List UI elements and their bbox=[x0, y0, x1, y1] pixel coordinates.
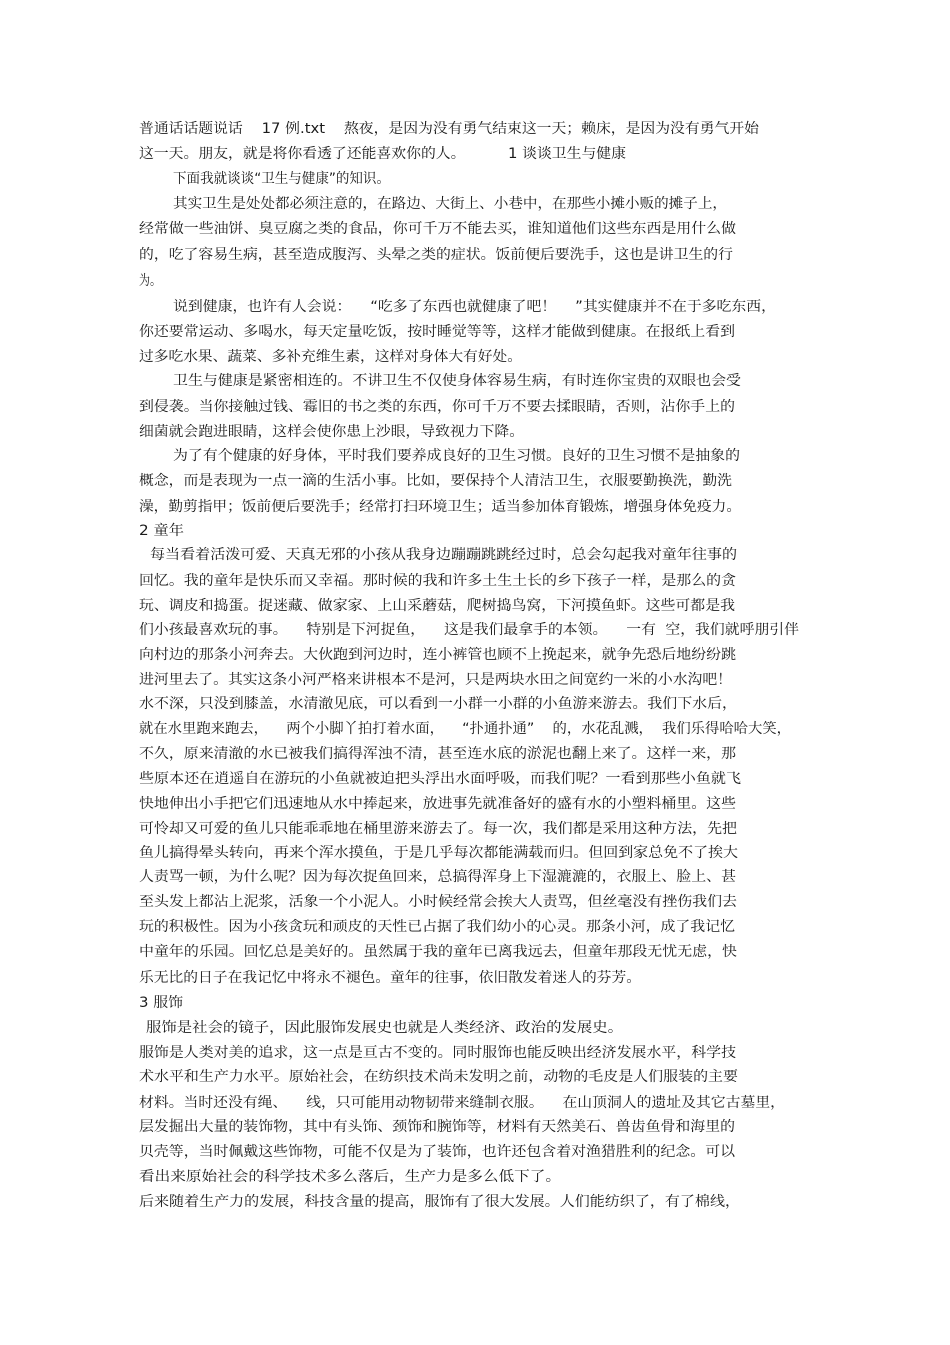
text-line-content: 2 童年 bbox=[139, 523, 184, 539]
text-line-content: 术水平和生产力水平。原始社会，在纺织技术尚未发明之前，动物的毛皮是人们服装的主要 bbox=[139, 1069, 738, 1085]
text-line-content: 可怜却又可爱的鱼儿只能乖乖地在桶里游来游去了。每一次，我们都是采用这种方法，先把 bbox=[139, 821, 737, 837]
text-line-content: 为了有个健康的好身体，平时我们要养成良好的卫生习惯。良好的卫生习惯不是抽象的 bbox=[173, 448, 740, 464]
text-line-content: 每当看着活泼可爱、天真无邪的小孩从我身边蹦蹦跳跳经过时，总会勾起我对童年往事的 bbox=[150, 547, 737, 563]
text-line-content: 你还要常运动、多喝水，每天定量吃饭，按时睡觉等等，这样才能做到健康。在报纸上看到 bbox=[139, 324, 735, 340]
text-line bbox=[139, 323, 735, 341]
text-line bbox=[139, 498, 741, 516]
text-line bbox=[139, 398, 735, 416]
text-line-content: 为。 bbox=[139, 273, 161, 289]
text-line-content: 其实卫生是处处都必须注意的，在路边、大街上、小巷中，在那些小摊小贩的摊子上， bbox=[173, 196, 727, 212]
text-line-content: 经常做一些油饼、臭豆腐之类的食品，你可千万不能去买，谁知道他们这些东西是用什么做 bbox=[139, 221, 736, 237]
text-line bbox=[139, 1094, 785, 1112]
text-line-content: 服饰是人类对美的追求，这一点是亘古不变的。同时服饰也能反映出经济发展水平，科学技 bbox=[139, 1045, 736, 1061]
text-line-content: 至头发上都沾上泥浆，活象一个小泥人。小时候经常会挨大人责骂，但丝毫没有挫伤我们去 bbox=[139, 894, 737, 910]
text-line bbox=[139, 120, 759, 138]
text-line-content: 乐无比的日子在我记忆中将永不褪色。童年的往事，依旧散发着迷人的芬芳。 bbox=[139, 970, 641, 986]
text-line bbox=[139, 795, 736, 813]
text-line bbox=[139, 246, 733, 264]
text-line bbox=[139, 943, 737, 961]
text-line bbox=[139, 522, 184, 540]
text-line bbox=[139, 918, 735, 936]
text-line bbox=[139, 220, 736, 238]
text-line bbox=[146, 1019, 623, 1037]
text-line bbox=[139, 348, 522, 366]
text-line-content: 玩、调皮和捣蛋。捉迷藏、做家家、上山采蘑菇，爬树捣鸟窝，下河摸鱼虾。这些可都是我 bbox=[139, 598, 735, 614]
text-line bbox=[139, 868, 736, 886]
text-line-content: 的，吃了容易生病，甚至造成腹泻、头晕之类的症状。饭前便后要洗手，这也是讲卫生的行 bbox=[139, 247, 733, 263]
text-line bbox=[139, 572, 736, 590]
text-line-content: 细菌就会跑进眼睛，这样会使你患上沙眼，导致视力下降。 bbox=[139, 424, 524, 440]
text-line bbox=[139, 820, 737, 838]
text-line bbox=[139, 423, 524, 441]
text-line-content: 玩的积极性。因为小孩贪玩和顽皮的天性已占据了我们幼小的心灵。那条小河，成了我记忆 bbox=[139, 919, 735, 935]
text-line-content: 人责骂一顿，为什么呢？因为每次捉鱼回来，总搞得浑身上下湿漉漉的，衣服上、脸上、甚 bbox=[139, 869, 736, 885]
text-line bbox=[139, 994, 183, 1012]
text-line bbox=[139, 272, 161, 290]
text-line bbox=[173, 298, 776, 316]
text-line-content: 贝壳等，当时佩戴这些饰物，可能不仅是为了装饰，也许还包含着对渔猎胜利的纪念。可以 bbox=[139, 1144, 735, 1160]
text-line-content: 澡，勤剪指甲；饭前便后要洗手；经常打扫环境卫生；适当参加体育锻炼，增强身体免疫力。 bbox=[139, 499, 741, 515]
text-line-content: 3 服饰 bbox=[139, 995, 183, 1011]
text-line bbox=[139, 597, 735, 615]
text-line-content: 向村边的那条小河奔去。大伙跑到河边时，连小裤管也顾不上挽起来，就争先恐后地纷纷跳 bbox=[139, 647, 736, 663]
text-line bbox=[173, 195, 727, 213]
text-line bbox=[139, 1168, 561, 1186]
text-line-content: 快地伸出小手把它们迅速地从水中捧起来，放进事先就准备好的盛有水的小塑料桶里。这些 bbox=[139, 796, 736, 812]
text-line bbox=[173, 447, 740, 465]
text-line bbox=[139, 145, 626, 163]
text-line-content: 鱼儿搞得晕头转向，再来个浑水摸鱼，于是几乎每次都能满载而归。但回到家总免不了挨大 bbox=[139, 845, 738, 861]
text-line-content: 层发掘出大量的装饰物，其中有头饰、颈饰和腕饰等，材料有天然美石、兽齿鱼骨和海里的 bbox=[139, 1119, 735, 1135]
text-line bbox=[173, 170, 390, 188]
text-line-content: 些原本还在逍遥自在游玩的小鱼就被迫把头浮出水面呼吸，而我们呢？一看到那些小鱼就飞 bbox=[139, 771, 741, 787]
text-line bbox=[139, 1193, 740, 1211]
text-line-content: 就在水里跑来跑去， 两个小脚丫拍打着水面， “扑通扑通” 的，水花乱溅， 我们乐得哈哈大笑， bbox=[139, 721, 791, 737]
text-line bbox=[139, 621, 799, 639]
text-line-content: 到侵袭。当你接触过钱、霉旧的书之类的东西，你可千万不要去揉眼睛，否则，沾你手上的 bbox=[139, 399, 735, 415]
text-line bbox=[139, 1118, 735, 1136]
text-line bbox=[139, 472, 732, 490]
text-line-content: 卫生与健康是紧密相连的。不讲卫生不仅使身体容易生病，有时连你宝贵的双眼也会受 bbox=[173, 373, 741, 389]
text-line-content: 过多吃水果、蔬菜、多补充维生素，这样对身体大有好处。 bbox=[139, 349, 522, 365]
text-line bbox=[173, 372, 741, 390]
text-line-content: 水不深，只没到膝盖，水清澈见底，可以看到一小群一小群的小鱼游来游去。我们下水后， bbox=[139, 696, 737, 712]
text-line-content: 不久，原来清澈的水已被我们搞得浑浊不清，甚至连水底的淤泥也翻上来了。这样一来，那 bbox=[139, 746, 736, 762]
text-line-content: 看出来原始社会的科学技术多么落后，生产力是多么低下了。 bbox=[139, 1169, 561, 1185]
text-line-content: 中童年的乐园。回忆总是美好的。虽然属于我的童年已离我远去，但童年那段无忧无虑，快 bbox=[139, 944, 737, 960]
text-line-content: 进河里去了。其实这条小河严格来讲根本不是河，只是两块水田之间宽约一米的小水沟吧！ bbox=[139, 672, 732, 688]
text-line bbox=[139, 1068, 738, 1086]
text-line-content: 服饰是社会的镜子，因此服饰发展史也就是人类经济、政治的发展史。 bbox=[146, 1020, 623, 1036]
text-line-content: 下面我就谈谈“卫生与健康”的知识。 bbox=[173, 171, 390, 187]
text-line bbox=[139, 646, 736, 664]
text-line bbox=[139, 695, 737, 713]
text-line bbox=[139, 720, 791, 738]
text-line bbox=[139, 969, 641, 987]
text-line bbox=[139, 844, 738, 862]
text-line-content: 概念，而是表现为一点一滴的生活小事。比如，要保持个人清洁卫生，衣服要勤换洗，勤洗 bbox=[139, 473, 732, 489]
text-line-content: 这一天。朋友，就是将你看透了还能喜欢你的人。 1 谈谈卫生与健康 bbox=[139, 146, 626, 162]
text-line bbox=[139, 1044, 736, 1062]
text-line bbox=[139, 893, 737, 911]
text-line-content: 说到健康，也许有人会说： “吃多了东西也就健康了吧！ ”其实健康并不在于多吃东西， bbox=[173, 299, 776, 315]
text-line bbox=[139, 770, 741, 788]
text-line-content: 回忆。我的童年是快乐而又幸福。那时候的我和许多土生土长的乡下孩子一样，是那么的贪 bbox=[139, 573, 736, 589]
text-line bbox=[150, 546, 737, 564]
text-line-content: 材料。当时还没有绳、 线，只可能用动物韧带来缝制衣服。 在山顶洞人的遗址及其它古墓里， bbox=[139, 1095, 785, 1111]
text-line-content: 们小孩最喜欢玩的事。 特别是下河捉鱼， 这是我们最拿手的本领。 一有 空，我们就呼朋引伴 bbox=[139, 622, 800, 638]
text-line bbox=[139, 1143, 735, 1161]
text-line-content: 普通话话题说话 17 例.txt 熬夜，是因为没有勇气结束这一天；赖床，是因为没有勇气开始 bbox=[139, 121, 759, 137]
text-line-content: 后来随着生产力的发展，科技含量的提高，服饰有了很大发展。人们能纺织了，有了棉线， bbox=[139, 1194, 740, 1210]
text-line bbox=[139, 745, 736, 763]
text-line bbox=[139, 671, 732, 689]
